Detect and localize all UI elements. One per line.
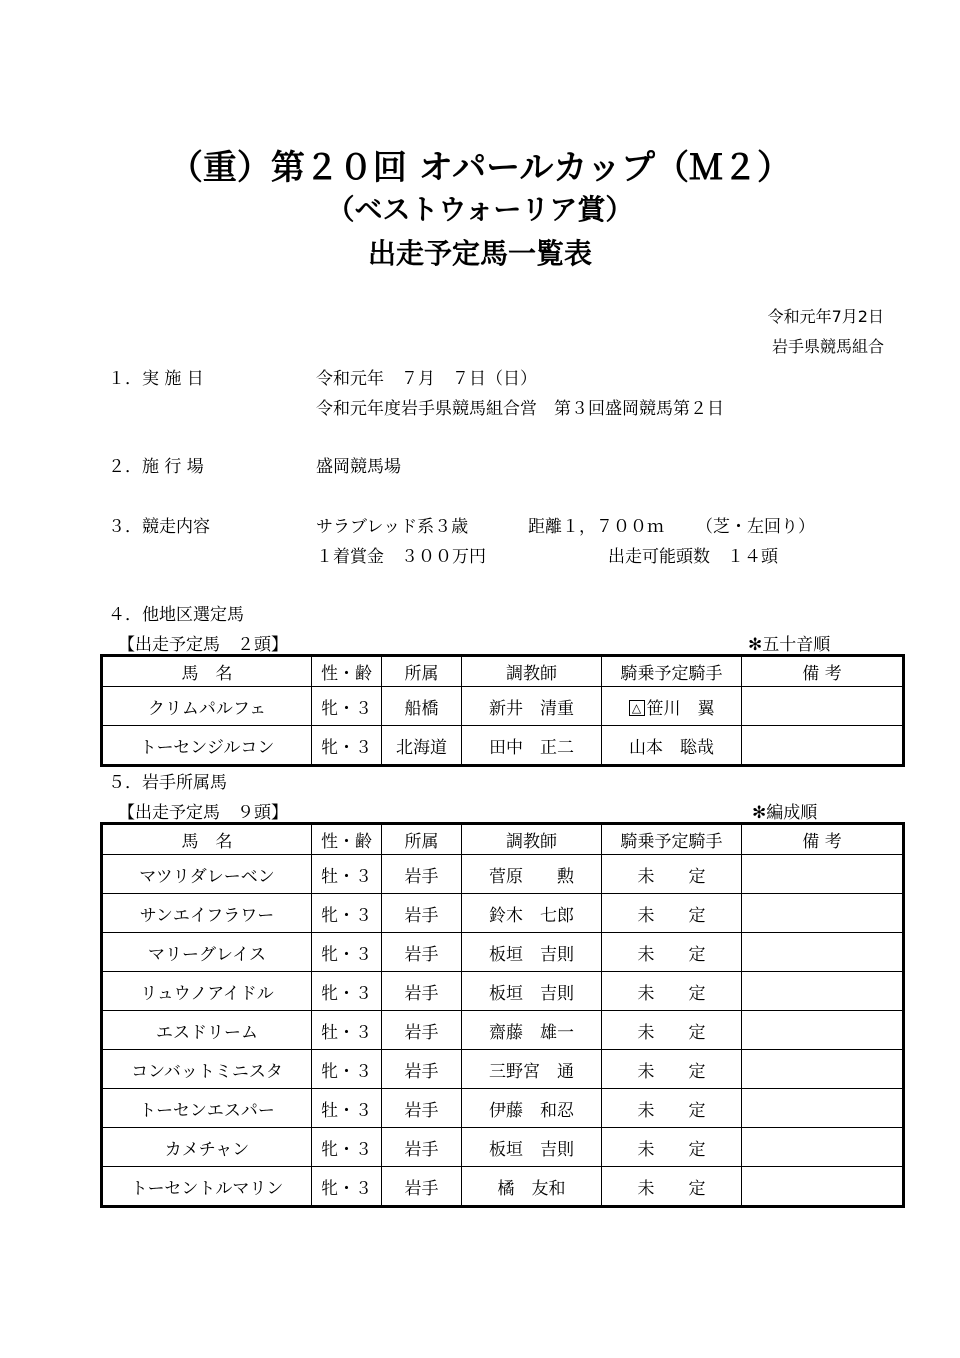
- affiliation: 岩手: [382, 972, 462, 1011]
- trainer: 田中 正二: [462, 726, 602, 766]
- table-row: [102, 687, 904, 726]
- table-header-row: [102, 824, 904, 855]
- section-1-date: 令和元年 ７月 ７日（日）: [316, 369, 537, 389]
- header-trainer: 調教師: [462, 824, 602, 855]
- header-horse-name: 馬 名: [102, 824, 312, 855]
- jockey: 未 定: [602, 933, 742, 972]
- table-row: [102, 972, 904, 1011]
- header-horse-name: 馬 名: [102, 656, 312, 687]
- section-1-label: １．実 施 日: [108, 369, 204, 389]
- weight-allowance-mark: △: [629, 700, 645, 716]
- race-breed: サラブレッド系３歳: [316, 517, 469, 537]
- table-row: [102, 855, 904, 894]
- remarks: [742, 1011, 904, 1050]
- trainer: 伊藤 和忍: [462, 1089, 602, 1128]
- table-row: [102, 1128, 904, 1167]
- jockey: 未 定: [602, 855, 742, 894]
- sex-age: 牝・３: [312, 972, 382, 1011]
- table-row: [102, 1167, 904, 1207]
- header-remarks: 備 考: [742, 824, 904, 855]
- sex-age: 牝・３: [312, 726, 382, 766]
- remarks: [742, 726, 904, 766]
- other-region-horses-table: [100, 654, 905, 767]
- horse-name: トーセントルマリン: [102, 1167, 312, 1207]
- trainer: 菅原 勲: [462, 855, 602, 894]
- affiliation: 岩手: [382, 1011, 462, 1050]
- sex-age: 牝・３: [312, 894, 382, 933]
- remarks: [742, 933, 904, 972]
- horse-name: クリムパルフェ: [102, 687, 312, 726]
- header-jockey: 騎乗予定騎手: [602, 656, 742, 687]
- jockey: 未 定: [602, 894, 742, 933]
- trainer: 鈴木 七郎: [462, 894, 602, 933]
- iwate-horses-table: [100, 822, 905, 1208]
- horse-name: リュウノアイドル: [102, 972, 312, 1011]
- horse-name: トーセンジルコン: [102, 726, 312, 766]
- jockey: 未 定: [602, 1011, 742, 1050]
- section-1-meeting: 令和元年度岩手県競馬組合営 第３回盛岡競馬第２日: [316, 399, 724, 419]
- remarks: [742, 1128, 904, 1167]
- table-row: [102, 726, 904, 766]
- sex-age: 牡・３: [312, 855, 382, 894]
- affiliation: 岩手: [382, 1050, 462, 1089]
- affiliation: 岩手: [382, 1128, 462, 1167]
- sex-age: 牝・３: [312, 1128, 382, 1167]
- table-row: [102, 1089, 904, 1128]
- section-3-label: ３．競走内容: [108, 517, 210, 537]
- trainer: 齋藤 雄一: [462, 1011, 602, 1050]
- race-course: （芝・左回り）: [696, 517, 815, 537]
- affiliation: 岩手: [382, 1089, 462, 1128]
- header-trainer: 調教師: [462, 656, 602, 687]
- table-row: [102, 933, 904, 972]
- title-line-3: 出走予定馬一覧表: [367, 237, 592, 270]
- section-5-subheading: 【出走予定馬 ９頭】: [118, 803, 288, 823]
- iwate-horses-body: [102, 855, 904, 1207]
- remarks: [742, 972, 904, 1011]
- issuing-organization: 岩手県競馬組合: [771, 337, 884, 356]
- race-prize: １着賞金 ３００万円: [316, 547, 486, 567]
- section-4-order-note: ✻五十音順: [748, 635, 831, 655]
- trainer: 三野宮 通: [462, 1050, 602, 1089]
- affiliation: 岩手: [382, 1167, 462, 1207]
- sex-age: 牝・３: [312, 1167, 382, 1207]
- horse-name: マリーグレイス: [102, 933, 312, 972]
- table-row: [102, 1011, 904, 1050]
- sex-age: 牝・３: [312, 687, 382, 726]
- sex-age: 牝・３: [312, 1050, 382, 1089]
- jockey: 未 定: [602, 1050, 742, 1089]
- horse-name: マツリダレーベン: [102, 855, 312, 894]
- jockey: 未 定: [602, 1128, 742, 1167]
- section-2-venue: 盛岡競馬場: [316, 457, 401, 477]
- remarks: [742, 1050, 904, 1089]
- race-distance: 距離１，７００ｍ: [528, 517, 664, 537]
- remarks: [742, 894, 904, 933]
- affiliation: 北海道: [382, 726, 462, 766]
- header-affiliation: 所属: [382, 824, 462, 855]
- trainer: 橘 友和: [462, 1167, 602, 1207]
- remarks: [742, 855, 904, 894]
- header-remarks: 備 考: [742, 656, 904, 687]
- header-sex-age: 性・齢: [312, 824, 382, 855]
- section-4-subheading: 【出走予定馬 ２頭】: [118, 635, 288, 655]
- horse-name: サンエイフラワー: [102, 894, 312, 933]
- horse-name: コンバットミニスタ: [102, 1050, 312, 1089]
- horse-name: トーセンエスパー: [102, 1089, 312, 1128]
- affiliation: 船橋: [382, 687, 462, 726]
- header-affiliation: 所属: [382, 656, 462, 687]
- section-4-label: ４．他地区選定馬: [108, 605, 244, 625]
- issue-date: 令和元年7月2日: [767, 307, 884, 326]
- trainer: 板垣 吉則: [462, 972, 602, 1011]
- title-line-2: （ベストウォーリア賞）: [326, 193, 634, 226]
- affiliation: 岩手: [382, 855, 462, 894]
- sex-age: 牡・３: [312, 1011, 382, 1050]
- jockey: 未 定: [602, 972, 742, 1011]
- jockey: 笹川 翼: [646, 698, 715, 719]
- header-jockey: 騎乗予定騎手: [602, 824, 742, 855]
- horse-name: カメチャン: [102, 1128, 312, 1167]
- table-header-row: [102, 656, 904, 687]
- horse-name: エスドリーム: [102, 1011, 312, 1050]
- remarks: [742, 1167, 904, 1207]
- affiliation: 岩手: [382, 894, 462, 933]
- section-5-order-note: ✻編成順: [752, 803, 818, 823]
- trainer: 板垣 吉則: [462, 933, 602, 972]
- table-row: [102, 1050, 904, 1089]
- remarks: [742, 1089, 904, 1128]
- jockey-cell: [602, 687, 742, 726]
- trainer: 板垣 吉則: [462, 1128, 602, 1167]
- section-5-label: ５．岩手所属馬: [108, 773, 227, 793]
- trainer: 新井 清重: [462, 687, 602, 726]
- sex-age: 牝・３: [312, 933, 382, 972]
- affiliation: 岩手: [382, 933, 462, 972]
- section-2-label: ２．施 行 場: [108, 457, 204, 477]
- header-sex-age: 性・齢: [312, 656, 382, 687]
- sex-age: 牡・３: [312, 1089, 382, 1128]
- table-row: [102, 894, 904, 933]
- jockey: 未 定: [602, 1089, 742, 1128]
- title-line-1: （重）第２０回 オパールカップ（Ｍ２）: [168, 148, 792, 188]
- jockey: 未 定: [602, 1167, 742, 1207]
- race-capacity: 出走可能頭数 １４頭: [608, 547, 778, 567]
- jockey: 山本 聡哉: [602, 726, 742, 766]
- remarks: [742, 687, 904, 726]
